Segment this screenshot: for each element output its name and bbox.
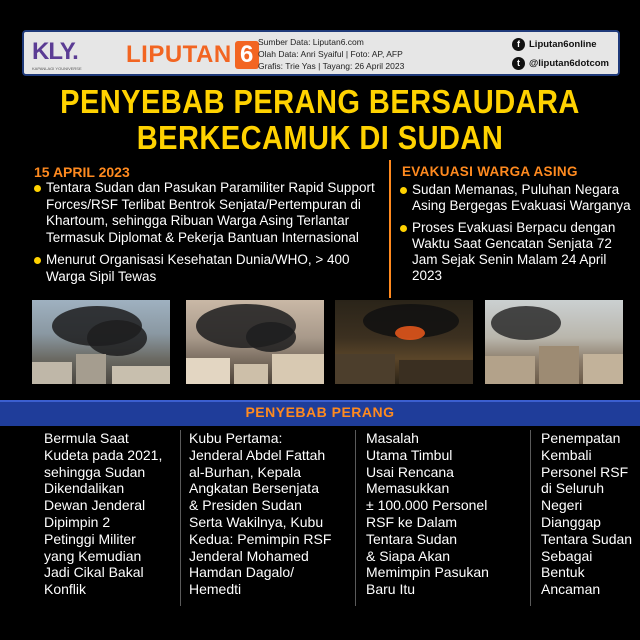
bullet-dot-icon <box>400 187 407 194</box>
bullet-dot-icon <box>34 257 41 264</box>
photo-smoke-4 <box>485 300 623 384</box>
kly-tagline: KAPANLAGI YOUNIVERSE <box>32 66 82 71</box>
cause-4: Penempatan Kembali Personel RSF di Seluruh Negeri Dianggap Tentara Sudan Sebagai Bentuk Ancaman <box>541 430 633 598</box>
credits <box>258 36 508 72</box>
cause-2: Kubu Pertama: Jenderal Abdel Fattah al-Burhan, Kepala Angkatan Bersenjata & Presiden Sudan Serta Wakilnya, Kubu Kedua: Pemimpin RSF Jenderal Mohamed Hamdan Dagalo/ Hemedti <box>189 430 332 598</box>
credit-source: Sumber Data: Liputan6.com <box>258 37 364 47</box>
social-twitter[interactable] <box>512 55 620 72</box>
brand-number: 6 <box>235 41 259 69</box>
column-divider <box>530 430 531 606</box>
credit-graphic: Grafis: Trie Yas | Tayang: 26 April 2023 <box>258 61 405 71</box>
right-bullet-2-text: Proses Evakuasi Berpacu dengan Waktu Saat Gencatan Senjata 72 Jam Sejak Senin Malam 24 April 2023 <box>412 220 616 283</box>
facebook-icon: f <box>512 38 525 51</box>
right-bullets <box>400 182 632 290</box>
kly-logo <box>32 38 122 72</box>
left-bullet-1 <box>34 180 379 246</box>
social-facebook[interactable] <box>512 36 620 53</box>
causes-columns <box>0 430 640 640</box>
causes-section-label: PENYEBAB PERANG <box>245 404 395 420</box>
kly-logo-text: KLY. <box>32 38 78 65</box>
right-bullet-1-text: Sudan Memanas, Puluhan Negara Asing Bergegas Evakuasi Warganya <box>412 182 631 213</box>
cause-3: Masalah Utama Timbul Usai Rencana Memasukkan ± 100.000 Personel RSF ke Dalam Tentara Sudan & Siapa Akan Memimpin Pasukan Baru Itu <box>366 430 489 598</box>
column-divider <box>355 430 356 606</box>
left-bullets <box>34 180 379 291</box>
title-line-1: PENYEBAB PERANG BERSAUDARA <box>60 83 580 120</box>
bullet-dot-icon <box>34 185 41 192</box>
right-bullet-2 <box>400 220 632 284</box>
photo-smoke-2 <box>186 300 324 384</box>
liputan6-logo <box>126 39 259 71</box>
facebook-handle: Liputan6online <box>529 39 597 50</box>
bullet-dot-icon <box>400 225 407 232</box>
section-divider <box>389 160 391 298</box>
left-bullet-2 <box>34 252 379 285</box>
date-heading: 15 APRIL 2023 <box>34 164 130 180</box>
title-line-2: BERKECAMUK DI SUDAN <box>136 119 504 156</box>
cause-1: Bermula Saat Kudeta pada 2021, sehingga Sudan Dikendalikan Dewan Jenderal Dipimpin 2 Petinggi Militer yang Kemudian Jadi Cikal Bakal Konflik <box>44 430 163 598</box>
evacuation-heading: EVAKUASI WARGA ASING <box>402 164 578 179</box>
credit-data: Olah Data: Anri Syaiful | Foto: AP, AFP <box>258 49 403 59</box>
right-bullet-1 <box>400 182 632 214</box>
page-title <box>38 84 601 156</box>
photo-smoke-3 <box>335 300 473 384</box>
twitter-icon: t <box>512 57 525 70</box>
left-bullet-1-text: Tentara Sudan dan Pasukan Paramiliter Rapid Support Forces/RSF Terlibat Bentrok Senjata/Pertempuran di Khartoum, sehingga Ribuan Warga Asing Terlantar Termasuk Diplomat & Pekerja Bantuan Internasional <box>46 180 375 245</box>
photo-smoke-1 <box>32 300 170 384</box>
column-divider <box>180 430 181 606</box>
brand-name: LIPUTAN <box>126 41 232 68</box>
twitter-handle: @liputan6dotcom <box>529 58 609 69</box>
header-bar <box>22 30 620 76</box>
left-bullet-2-text: Menurut Organisasi Kesehatan Dunia/WHO, > 400 Warga Sipil Tewas <box>46 252 350 284</box>
social-handles <box>512 36 620 74</box>
